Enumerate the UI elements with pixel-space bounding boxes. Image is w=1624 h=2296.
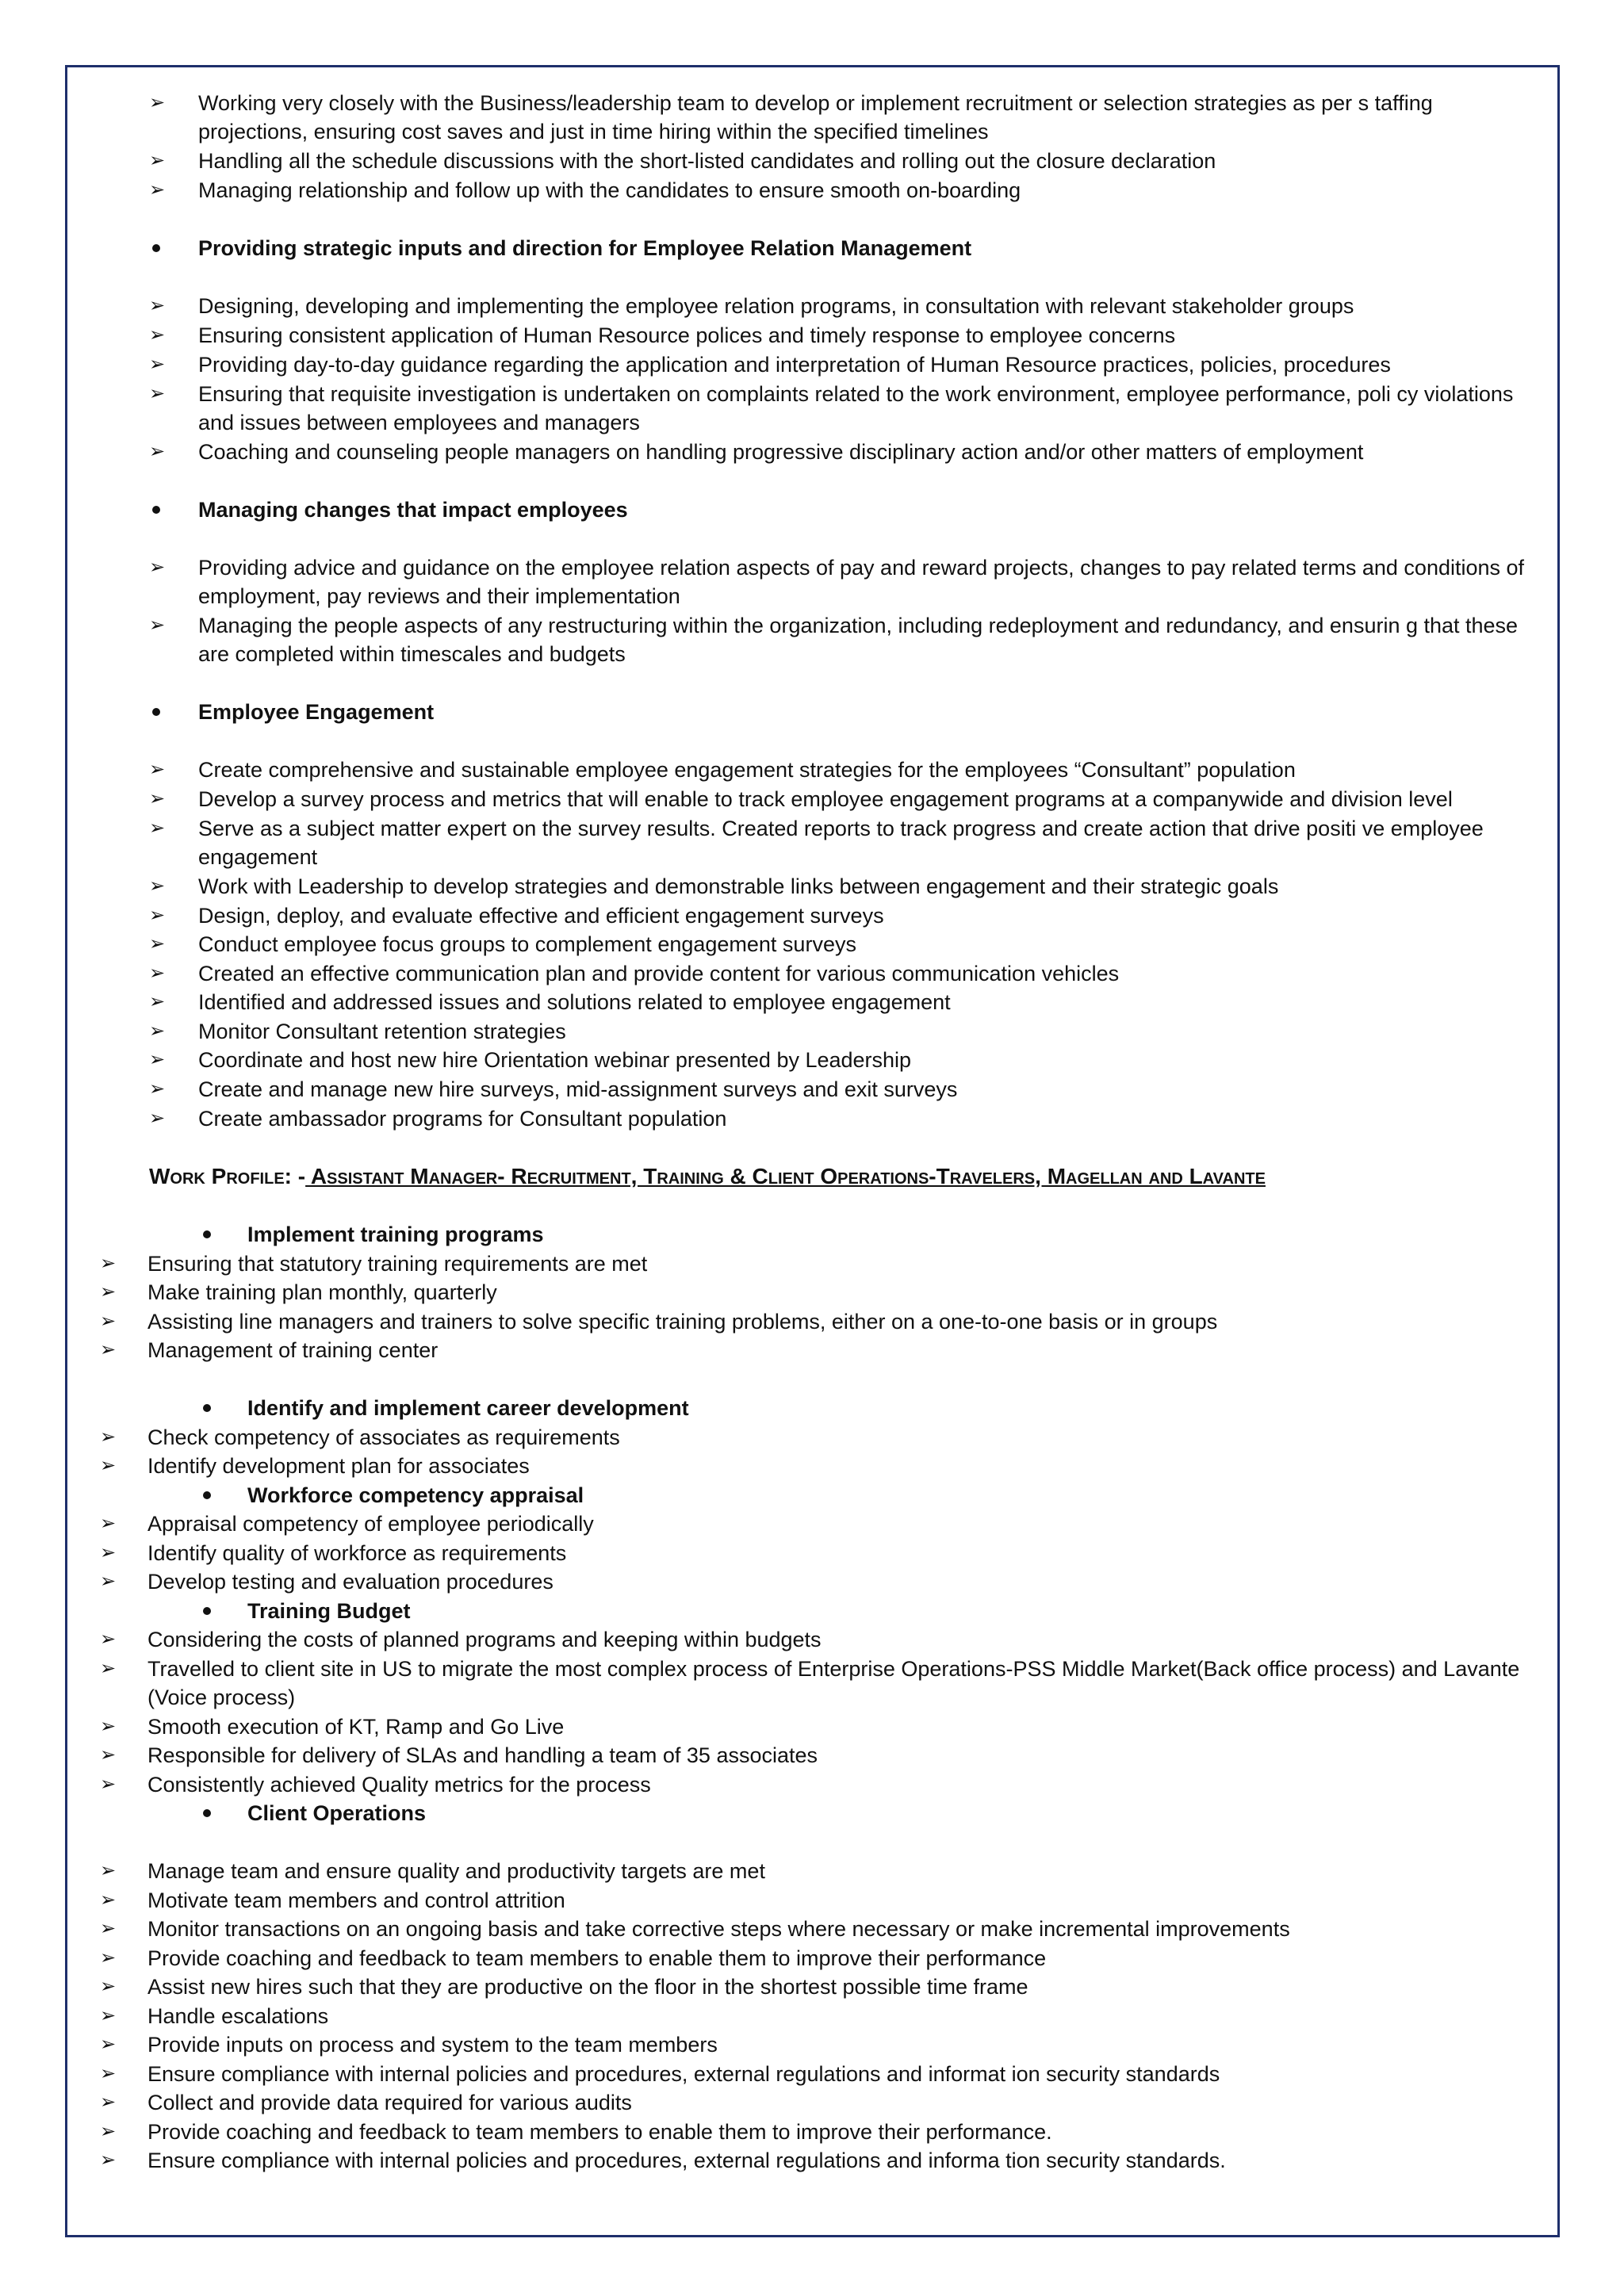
arrow-bullet-icon: ➢ <box>100 1658 117 1679</box>
list-item <box>0 321 1554 350</box>
section-subheading <box>0 1799 1554 1827</box>
arrow-bullet-icon: ➢ <box>100 2149 117 2171</box>
list-item-text: Check competency of associates as requirements <box>147 1425 620 1449</box>
arrow-bullet-icon: ➢ <box>149 614 166 636</box>
list-item <box>0 872 1554 901</box>
list-item <box>0 1075 1554 1104</box>
arrow-bullet-icon: ➢ <box>100 1947 117 1969</box>
list-item <box>0 1625 1554 1654</box>
arrow-bullet-icon: ➢ <box>100 1628 117 1650</box>
arrow-bullet-icon: ➢ <box>149 991 166 1012</box>
arrow-bullet-icon: ➢ <box>100 1976 117 1997</box>
round-bullet-icon <box>152 506 160 514</box>
section-subheading <box>0 698 1554 726</box>
list-item <box>0 1336 1554 1364</box>
list-item-text: Travelled to client site in US to migrate the most complex process of Enterprise Operations-PSS Middle Market(Back office process) and Lavante (Voice process) <box>147 1657 1520 1709</box>
list-item-text: Ensure compliance with internal policies and procedures, external regulations and informa tion security standards. <box>147 2149 1226 2172</box>
arrow-bullet-icon: ➢ <box>100 1253 117 1274</box>
arrow-bullet-icon: ➢ <box>149 962 166 984</box>
arrow-bullet-icon: ➢ <box>100 1281 117 1303</box>
arrow-bullet-icon: ➢ <box>100 1571 117 1592</box>
list-item-text: Create and manage new hire surveys, mid-assignment surveys and exit surveys <box>198 1077 958 1101</box>
list-item <box>0 1278 1554 1307</box>
list-item-text: Identify quality of workforce as requirements <box>147 1541 567 1565</box>
subheading-text: Implement training programs <box>247 1223 544 1246</box>
round-bullet-icon <box>152 244 160 252</box>
list-item-text: Created an effective communication plan and provide content for various communication vehicles <box>198 962 1120 985</box>
list-item-text: Assisting line managers and trainers to solve specific training problems, either on a one-to-one basis or in groups <box>147 1310 1218 1334</box>
list-item <box>0 1423 1554 1452</box>
list-item <box>0 1539 1554 1567</box>
arrow-bullet-icon: ➢ <box>100 2005 117 2026</box>
arrow-bullet-icon: ➢ <box>100 1426 117 1448</box>
arrow-bullet-icon: ➢ <box>149 1078 166 1100</box>
work-profile-title: Assistant Manager- Recruitment, Training & Client Operations-Travelers, Magellan and Lavante <box>305 1164 1266 1188</box>
list-item-text: Develop testing and evaluation procedures <box>147 1570 553 1594</box>
list-item <box>0 1741 1554 1770</box>
list-item-text: Responsible for delivery of SLAs and handling a team of 35 associates <box>147 1743 818 1767</box>
list-item <box>0 2146 1554 2175</box>
list-item-text: Designing, developing and implementing the employee relation programs, in consultation with relevant stakeholder groups <box>198 294 1354 318</box>
list-item <box>0 1886 1554 1915</box>
arrow-bullet-icon: ➢ <box>100 1716 117 1737</box>
list-item <box>0 2060 1554 2088</box>
section-subheading <box>0 234 1554 262</box>
list-item-text: Coaching and counseling people managers on handling progressive disciplinary action and/or other matters of employment <box>198 440 1364 464</box>
list-item <box>0 611 1554 668</box>
list-item-text: Ensuring that requisite investigation is undertaken on complaints related to the work environment, employee performance, poli cy violations and issues between employees and managers <box>198 382 1514 434</box>
list-item <box>0 438 1554 466</box>
arrow-bullet-icon: ➢ <box>100 1744 117 1766</box>
list-item <box>0 1452 1554 1480</box>
section-subheading <box>0 1220 1554 1249</box>
list-item <box>0 1046 1554 1074</box>
round-bullet-icon <box>203 1230 211 1238</box>
section-subheading <box>0 1394 1554 1422</box>
work-profile-heading <box>149 1162 1266 1192</box>
list-item-text: Consistently achieved Quality metrics for the process <box>147 1773 651 1797</box>
arrow-bullet-icon: ➢ <box>149 1108 166 1129</box>
arrow-bullet-icon: ➢ <box>149 383 166 404</box>
list-item <box>0 814 1554 871</box>
list-item-text: Identify development plan for associates <box>147 1454 530 1478</box>
list-item <box>0 2030 1554 2059</box>
section-subheading <box>0 1481 1554 1510</box>
subheading-text: Workforce competency appraisal <box>247 1483 584 1507</box>
list-item-text: Work with Leadership to develop strategies and demonstrable links between engagement and their strategic goals <box>198 874 1279 898</box>
arrow-bullet-icon: ➢ <box>149 817 166 839</box>
list-item <box>0 1857 1554 1885</box>
list-item-text: Managing relationship and follow up with the candidates to ensure smooth on-boarding <box>198 178 1021 202</box>
list-item <box>0 1567 1554 1596</box>
list-item-text: Identified and addressed issues and solutions related to employee engagement <box>198 990 951 1014</box>
list-item-text: Considering the costs of planned programs and keeping within budgets <box>147 1628 822 1651</box>
list-item <box>0 1104 1554 1133</box>
list-item <box>0 147 1554 175</box>
arrow-bullet-icon: ➢ <box>149 1049 166 1070</box>
list-item <box>0 1307 1554 1336</box>
arrow-bullet-icon: ➢ <box>149 354 166 375</box>
subheading-text: Client Operations <box>247 1801 427 1825</box>
list-item-text: Ensuring that statutory training requirements are met <box>147 1252 648 1276</box>
list-item <box>0 930 1554 959</box>
list-item <box>0 2118 1554 2146</box>
list-item-text: Manage team and ensure quality and productivity targets are met <box>147 1859 765 1883</box>
arrow-bullet-icon: ➢ <box>149 92 166 113</box>
list-item <box>0 1510 1554 1538</box>
list-item-text: Conduct employee focus groups to complement engagement surveys <box>198 932 856 956</box>
round-bullet-icon <box>203 1404 211 1412</box>
arrow-bullet-icon: ➢ <box>149 905 166 926</box>
round-bullet-icon <box>203 1491 211 1499</box>
arrow-bullet-icon: ➢ <box>100 1455 117 1476</box>
list-item-text: Provide coaching and feedback to team members to enable them to improve their performance. <box>147 2120 1052 2144</box>
subheading-text: Managing changes that impact employees <box>198 498 628 522</box>
round-bullet-icon <box>152 708 160 716</box>
list-item <box>0 292 1554 320</box>
list-item <box>0 901 1554 930</box>
list-item <box>0 89 1554 146</box>
list-item-text: Provide inputs on process and system to the team members <box>147 2033 718 2057</box>
arrow-bullet-icon: ➢ <box>149 875 166 897</box>
list-item-text: Provide coaching and feedback to team members to enable them to improve their performance <box>147 1946 1047 1970</box>
list-item <box>0 1915 1554 1943</box>
arrow-bullet-icon: ➢ <box>100 1311 117 1332</box>
arrow-bullet-icon: ➢ <box>100 2091 117 2113</box>
subheading-text: Employee Engagement <box>198 700 435 724</box>
arrow-bullet-icon: ➢ <box>100 1918 117 1939</box>
arrow-bullet-icon: ➢ <box>149 557 166 578</box>
subheading-text: Training Budget <box>247 1599 411 1623</box>
round-bullet-icon <box>203 1809 211 1817</box>
subheading-text: Providing strategic inputs and direction for Employee Relation Management <box>198 236 972 260</box>
list-item <box>0 1770 1554 1799</box>
arrow-bullet-icon: ➢ <box>100 2034 117 2055</box>
arrow-bullet-icon: ➢ <box>149 150 166 171</box>
list-item <box>0 785 1554 813</box>
arrow-bullet-icon: ➢ <box>149 788 166 809</box>
list-item <box>0 2002 1554 2030</box>
arrow-bullet-icon: ➢ <box>149 295 166 316</box>
list-item <box>0 1712 1554 1741</box>
list-item-text: Ensuring consistent application of Human Resource polices and timely response to employee concerns <box>198 323 1176 347</box>
arrow-bullet-icon: ➢ <box>100 2063 117 2084</box>
list-item-text: Create ambassador programs for Consultant population <box>198 1107 727 1131</box>
arrow-bullet-icon: ➢ <box>100 1889 117 1911</box>
arrow-bullet-icon: ➢ <box>100 2121 117 2142</box>
list-item-text: Managing the people aspects of any restructuring within the organization, including redeployment and redundancy, and ensurin g that these are completed within timescales and budgets <box>198 614 1519 666</box>
list-item <box>0 988 1554 1016</box>
list-item <box>0 553 1554 610</box>
list-item-text: Coordinate and host new hire Orientation webinar presented by Leadership <box>198 1048 912 1072</box>
list-item-text: Working very closely with the Business/leadership team to develop or implement recruitment or selection strategies as per s taffing projections, ensuring cost saves and just in time hiring within the specified timelines <box>198 91 1433 144</box>
arrow-bullet-icon: ➢ <box>100 1513 117 1534</box>
list-item-text: Create comprehensive and sustainable employee engagement strategies for the employees “Consultant” population <box>198 758 1296 782</box>
list-item-text: Design, deploy, and evaluate effective and efficient engagement surveys <box>198 904 884 928</box>
arrow-bullet-icon: ➢ <box>149 441 166 462</box>
list-item-text: Management of training center <box>147 1338 439 1362</box>
list-item-text: Smooth execution of KT, Ramp and Go Live <box>147 1715 565 1739</box>
list-item <box>0 1249 1554 1278</box>
round-bullet-icon <box>203 1607 211 1615</box>
section-subheading <box>0 496 1554 524</box>
arrow-bullet-icon: ➢ <box>149 933 166 955</box>
list-item-text: Assist new hires such that they are productive on the floor in the shortest possible time frame <box>147 1975 1028 1999</box>
list-item-text: Motivate team members and control attrition <box>147 1888 565 1912</box>
list-item <box>0 1973 1554 2001</box>
list-item <box>0 176 1554 205</box>
list-item <box>0 756 1554 784</box>
list-item-text: Develop a survey process and metrics that will enable to track employee engagement programs at a companywide and division level <box>198 787 1453 811</box>
arrow-bullet-icon: ➢ <box>149 759 166 780</box>
list-item-text: Ensure compliance with internal policies and procedures, external regulations and informat ion security standards <box>147 2062 1220 2086</box>
arrow-bullet-icon: ➢ <box>149 324 166 346</box>
arrow-bullet-icon: ➢ <box>149 179 166 201</box>
arrow-bullet-icon: ➢ <box>100 1774 117 1795</box>
arrow-bullet-icon: ➢ <box>149 1020 166 1042</box>
list-item <box>0 350 1554 379</box>
list-item <box>0 1655 1554 1712</box>
list-item-text: Handle escalations <box>147 2004 329 2028</box>
subheading-text: Identify and implement career development <box>247 1396 689 1420</box>
list-item-text: Providing advice and guidance on the employee relation aspects of pay and reward projects, changes to pay related terms and conditions of employment, pay reviews and their implementation <box>198 556 1525 608</box>
list-item-text: Monitor Consultant retention strategies <box>198 1020 566 1043</box>
list-item-text: Make training plan monthly, quarterly <box>147 1280 497 1304</box>
list-item-text: Handling all the schedule discussions with the short-listed candidates and rolling out the closure declaration <box>198 149 1216 173</box>
list-item <box>0 1017 1554 1046</box>
work-profile-label: Work Profile: - <box>149 1164 306 1188</box>
list-item-text: Providing day-to-day guidance regarding the application and interpretation of Human Resource practices, policies, procedures <box>198 353 1391 377</box>
arrow-bullet-icon: ➢ <box>100 1542 117 1563</box>
list-item <box>0 2088 1554 2117</box>
list-item <box>0 380 1554 437</box>
arrow-bullet-icon: ➢ <box>100 1339 117 1360</box>
arrow-bullet-icon: ➢ <box>100 1860 117 1881</box>
section-subheading <box>0 1597 1554 1625</box>
list-item <box>0 959 1554 988</box>
list-item-text: Collect and provide data required for various audits <box>147 2091 632 2114</box>
list-item <box>0 1944 1554 1973</box>
list-item-text: Serve as a subject matter expert on the survey results. Created reports to track progress and create action that drive positi ve employee engagement <box>198 817 1484 869</box>
list-item-text: Appraisal competency of employee periodically <box>147 1512 594 1536</box>
list-item-text: Monitor transactions on an ongoing basis and take corrective steps where necessary or make incremental improvements <box>147 1917 1290 1941</box>
